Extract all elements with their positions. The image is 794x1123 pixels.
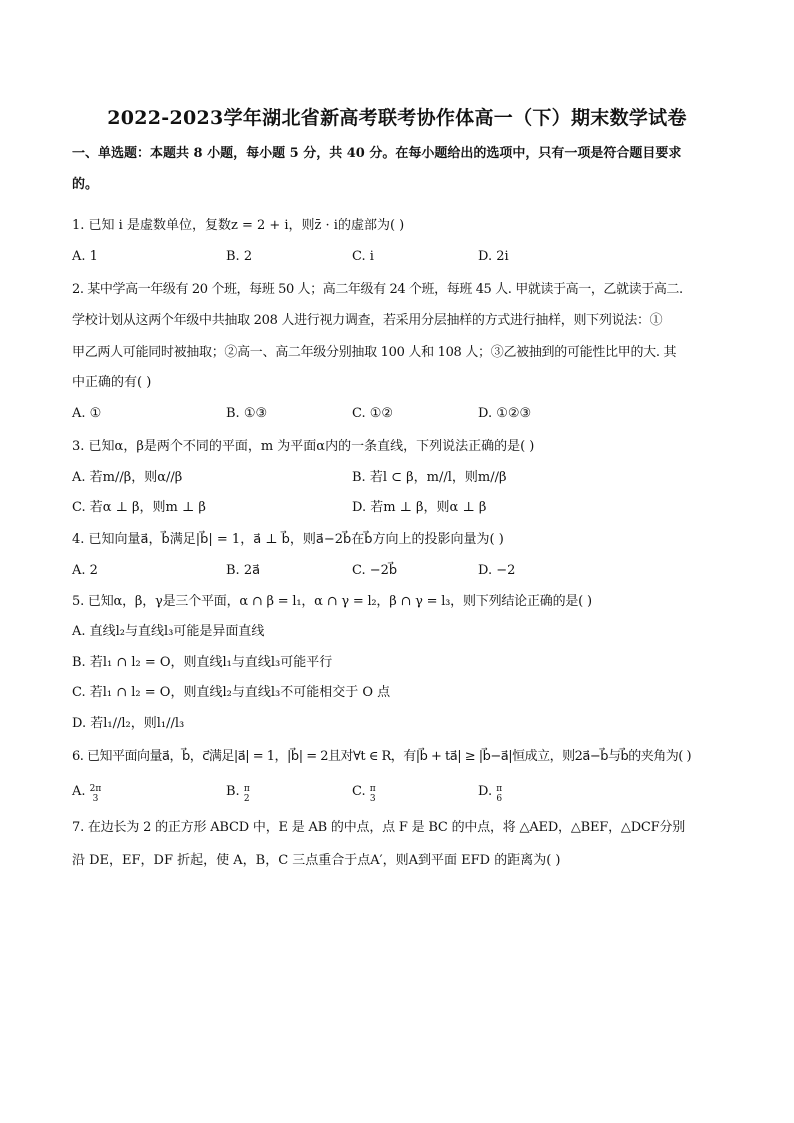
question-3-stem: 3. 已知α，β是两个不同的平面，m 为平面α内的一条直线，下列说法正确的是( ) (72, 439, 535, 454)
numerator: π (496, 784, 503, 794)
question-1-option-c: C. i (352, 249, 374, 264)
question-2-option-a: A. ① (72, 406, 102, 421)
question-1-option-a: A. 1 (72, 249, 98, 264)
numerator: π (369, 784, 376, 794)
question-2-option-b: B. ①③ (226, 406, 268, 421)
denominator: 6 (496, 794, 503, 804)
question-1-option-d: D. 2i (478, 249, 509, 264)
question-6-stem: 6. 已知平面向量a⃗，b⃗，c⃗满足|a⃗| = 1，|b⃗| = 2且对∀t ∈ R，有|b⃗ + ta⃗| ≥ |b⃗−a⃗|恒成立，则2a⃗−b⃗与b⃗的夹角为( ) (72, 749, 692, 764)
question-5-option-b: B. 若l₁ ∩ l₂ = O，则直线l₁与直线l₃可能平行 (72, 655, 333, 670)
fraction (370, 784, 376, 804)
option-label: B. (226, 784, 240, 799)
question-3-option-b: B. 若l ⊂ β，m//l，则m//β (352, 470, 507, 485)
question-2-option-d: D. ①②③ (478, 406, 532, 421)
question-2-stem-line-1: 2. 某中学高一年级有 20 个班，每班 50 人；高二年级有 24 个班，每班 45 人. 甲就读于高一，乙就读于高二. (72, 282, 683, 297)
question-6-option-b (226, 782, 250, 802)
section-heading-line-1: 一、单选题：本题共 8 小题，每小题 5 分，共 40 分。在每小题给出的选项中，只有一项是符合题目要求 (72, 146, 682, 161)
fraction (496, 784, 502, 804)
question-5-option-c: C. 若l₁ ∩ l₂ = O，则直线l₂与直线l₃不可能相交于 O 点 (72, 685, 391, 700)
question-3-option-d: D. 若m ⊥ β，则α ⊥ β (352, 500, 487, 515)
question-3-option-a: A. 若m//β，则α//β (72, 470, 183, 485)
denominator: 2 (243, 794, 250, 804)
question-1-stem: 1. 已知 i 是虚数单位，复数z = 2 + i，则z̄ · i的虚部为( ) (72, 218, 405, 233)
numerator: π (243, 784, 250, 794)
fraction (90, 784, 102, 804)
question-1-option-b: B. 2 (226, 249, 253, 264)
question-5-option-d: D. 若l₁//l₂，则l₁//l₃ (72, 716, 185, 731)
question-4-option-b: B. 2a⃗ (226, 563, 261, 578)
question-2-stem-line-4: 中正确的有( ) (72, 375, 152, 390)
question-2-stem-line-3: 甲乙两人可能同时被抽取；②高一、高二年级分别抽取 100 人和 108 人；③乙被抽到的可能性比甲的大. 其 (72, 345, 677, 360)
question-6-option-a (72, 782, 101, 802)
question-5-option-a: A. 直线l₂与直线l₃可能是异面直线 (72, 624, 265, 639)
question-7-stem-line-1: 7. 在边长为 2 的正方形 ABCD 中，E 是 AB 的中点，点 F 是 BC 的中点，将 △AED，△BEF，△DCF分别 (72, 820, 686, 835)
question-2-stem-line-2: 学校计划从这两个年级中共抽取 208 人进行视力调查，若采用分层抽样的方式进行抽样，则下列说法：① (72, 313, 663, 328)
question-4-option-c: C. −2b⃗ (352, 563, 398, 578)
denominator: 3 (92, 794, 99, 804)
question-3-option-c: C. 若α ⊥ β，则m ⊥ β (72, 500, 206, 515)
question-5-stem: 5. 已知α，β，γ是三个平面，α ∩ β = l₁，α ∩ γ = l₂，β ∩ γ = l₃，则下列结论正确的是( ) (72, 594, 592, 609)
question-2-option-c: C. ①② (352, 406, 394, 421)
question-4-stem: 4. 已知向量a⃗，b⃗满足|b⃗| = 1，a⃗ ⊥ b⃗，则a⃗−2b⃗在b⃗方向上的投影向量为( ) (72, 532, 504, 547)
fraction (244, 784, 250, 804)
option-label: D. (478, 784, 493, 799)
option-label: A. (72, 784, 86, 799)
question-6-option-c (352, 782, 376, 802)
question-7-stem-line-2: 沿 DE，EF，DF 折起，使 A，B，C 三点重合于点A′，则A到平面 EFD 的距离为( ) (72, 853, 561, 868)
question-4-option-a: A. 2 (72, 563, 98, 578)
section-heading-line-2: 的。 (72, 177, 99, 192)
question-6-option-d (478, 782, 502, 802)
denominator: 3 (369, 794, 376, 804)
question-4-option-d: D. −2 (478, 563, 516, 578)
option-label: C. (352, 784, 366, 799)
exam-title: 2022-2023学年湖北省新高考联考协作体高一（下）期末数学试卷 (107, 107, 687, 129)
numerator: 2π (89, 784, 102, 794)
